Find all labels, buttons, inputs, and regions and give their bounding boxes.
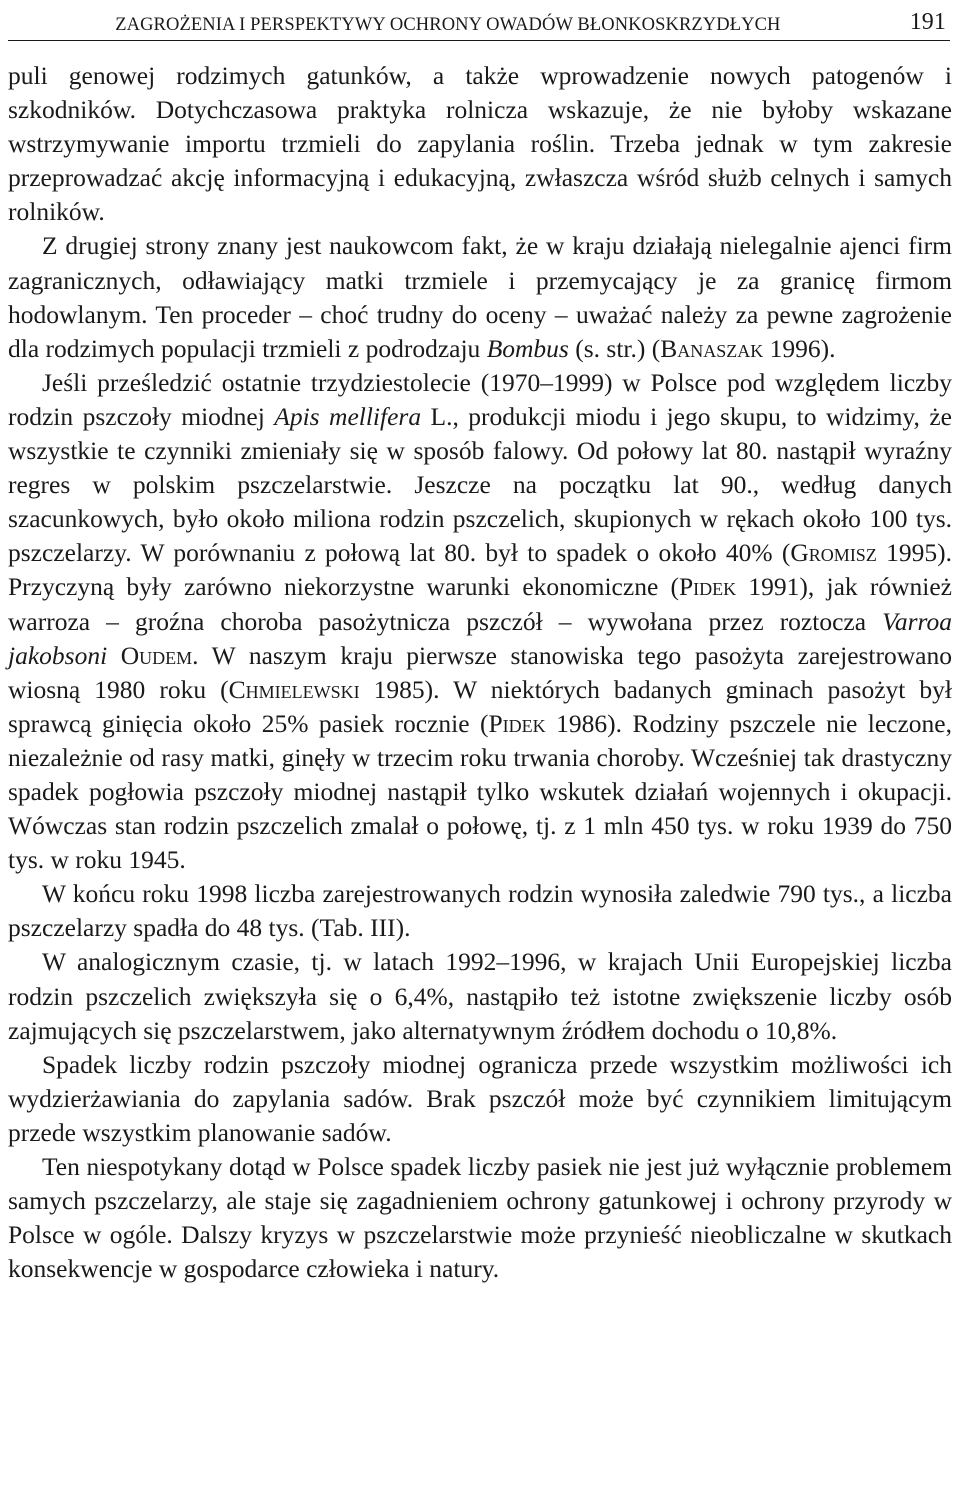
- text-run: W końcu roku 1998 liczba zarejestrowanych rodzin wynosiła zaledwie 790 tys., a liczba pszczelarzy spadła do 48 tys. (Tab. III).: [8, 879, 952, 943]
- paragraph-6: [8, 1048, 952, 1150]
- author-citation: Pidek: [488, 708, 546, 738]
- text-run: (s. str.) (: [568, 333, 661, 363]
- body-text: [8, 59, 952, 1286]
- paragraph-2: [8, 229, 952, 365]
- text-run: [107, 641, 121, 670]
- text-run: puli genowej rodzimych gatunków, a także wprowadzenie nowych patogenów i szkodników. Dotychczasowa praktyka rolnicza wskazuje, że nie byłoby wskazane wstrzymywanie importu trzmieli do zapylania roślin. Trzeba jednak w tym zakresie przeprowadzać akcję informacyjną i edukacyjną, zwłaszcza wśród służb celnych i samych rolników.: [8, 61, 952, 227]
- paragraph-3: [8, 366, 952, 877]
- text-run: Spadek liczby rodzin pszczoły miodnej ogranicza przede wszystkim możliwości ich wydzierżawiania do zapylania sadów. Brak pszczół może być czynnikiem limitującym przede wszystkim planowanie sadów.: [8, 1049, 952, 1147]
- author-citation: Pidek: [678, 572, 737, 602]
- paragraph-4: [8, 877, 952, 945]
- text-run: Z drugiej strony znany jest naukowcom fakt, że w kraju działają nielegalnie ajenci firm zagranicznych, odławiający matki trzmiele i przemycający je za granicę firmom hodowlanym. Ten proceder – choć trudny do oceny – uważać należy za pewne zagrożenie dla rodzimych populacji trzmieli z podrodzaju: [8, 231, 952, 363]
- author-citation: Gromisz: [790, 538, 877, 568]
- italic-term: Varroa jakobsoni: [8, 606, 952, 670]
- running-title: ZAGROŻENIA I PERSPEKTYWY OCHRONY OWADÓW BŁONKOSKRZYDŁYCH: [115, 15, 781, 35]
- text-run: Ten niespotykany dotąd w Polsce spadek liczby pasiek nie jest już wyłącznie problemem samych pszczelarzy, ale staje się zagadnieniem ochrony gatunkowej i ochrony przyrody w Polsce w ogóle. Dalszy kryzys w pszczelarstwie może przynieść nieobliczalne w skutkach konsekwencje w gospodarce człowieka i natury.: [8, 1152, 952, 1284]
- text-run: . W naszym kraju pierwsze stanowiska tego pasożyta zarejestrowano wiosną 1980 roku (: [8, 640, 952, 704]
- italic-term: Bombus: [486, 333, 569, 363]
- text-run: 1995). Przyczyną były zarówno niekorzystne warunki ekonomiczne (: [8, 538, 952, 602]
- paragraph-1: [8, 59, 952, 229]
- header-rule: [8, 40, 950, 41]
- text-run: 1985). W niektórych badanych gminach pasożyt był sprawcą ginięcia około 25% pasiek rocznie (: [8, 674, 952, 738]
- text-run: W analogicznym czasie, tj. w latach 1992–1996, w krajach Unii Europejskiej liczba rodzin pszczelich zwiększyła się o 6,4%, nastąpiło też istotne zwiększenie liczby osób zajmujących się pszczelarstwem, jako alternatywnym źródłem dochodu o 10,8%.: [8, 947, 952, 1045]
- author-citation: Chmielewski: [228, 674, 360, 704]
- italic-term: Apis mellifera: [274, 401, 422, 431]
- text-run: Jeśli prześledzić ostatnie trzydziestolecie (1970–1999) w Polsce pod względem liczby rodzin pszczoły miodnej: [8, 367, 952, 431]
- text-run: L., produkcji miodu i jego skupu, to widzimy, że wszystkie te czynniki zmieniały się w sposób falowy. Od połowy lat 80. nastąpił wyraźny regres w polskim pszczelarstwie. Jeszcze na początku lat 90., według danych szacunkowych, było około miliona rodzin pszczelich, skupionych w rękach około 100 tys. pszczelarzy. W porównaniu z połową lat 80. był to spadek o około 40% (: [8, 401, 952, 568]
- text-run: 1996).: [763, 333, 836, 363]
- running-header: [10, 2, 950, 36]
- author-citation: Banaszak: [660, 333, 764, 363]
- page-number: 191: [909, 9, 946, 35]
- text-run: 1986). Rodziny pszczele nie leczone, niezależnie od rasy matki, ginęły w trzecim roku trwania choroby. Wcześniej tak drastyczny spadek pogłowia pszczoły miodnej nastąpił tylko wskutek działań wojennych i okupacji. Wówczas stan rodzin pszczelich zmalał o połowę, tj. z 1 mln 450 tys. w roku 1939 do 750 tys. w roku 1945.: [8, 708, 952, 875]
- paragraph-7: [8, 1150, 952, 1286]
- paragraph-5: [8, 945, 952, 1047]
- author-citation: Oudem: [120, 640, 193, 670]
- text-run: 1991), jak również warroza – groźna choroba pasożytnicza pszczół – wywołana przez roztocza: [8, 572, 952, 636]
